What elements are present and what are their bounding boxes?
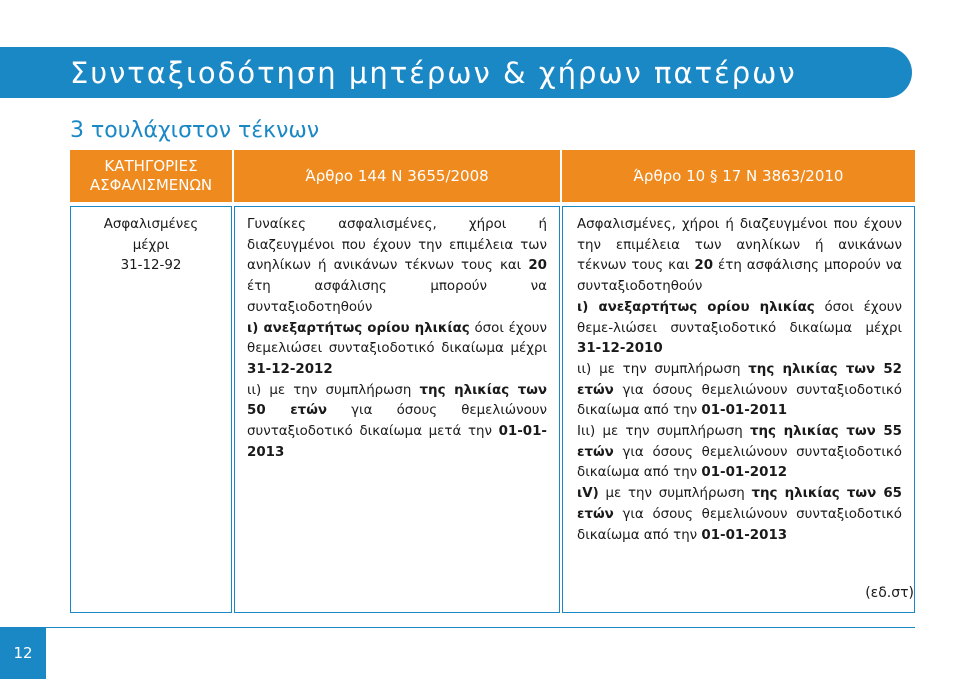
header-category-label: ΚΑΤΗΓΟΡΙΕΣ ΑΣΦΑΛΙΣΜΕΝΩΝ bbox=[89, 157, 213, 194]
category-cell bbox=[70, 206, 232, 613]
page-subtitle: 3 τουλάχιστον τέκνων bbox=[70, 118, 320, 143]
category-line-1: Ασφαλισμένες bbox=[103, 217, 199, 232]
page-title: Συνταξιοδότηση μητέρων & χήρων πατέρων bbox=[70, 56, 797, 90]
header-category bbox=[70, 150, 232, 202]
footer-divider bbox=[46, 627, 915, 628]
law-2010-item-3: Ιιι) με την συμπλήρωση της ηλικίας των 55 ετών για όσους θεμελιώνουν συνταξιοδοτικό δικαίωμα από την 01-01-2012 bbox=[577, 424, 902, 481]
page-number-label: 12 bbox=[13, 644, 33, 662]
law-2008-item-1: ι) ανεξαρτήτως ορίου ηλικίας όσοι έχουν θεμελιώσει συνταξιοδοτικό δικαίωμα μέχρι 31-12-2012 bbox=[247, 320, 547, 377]
category-line-3: 31-12-92 bbox=[120, 258, 182, 274]
law-2008-intro: Γυναίκες ασφαλισμένες, χήροι ή διαζευγμένοι που έχουν την επιμέλεια των ανηλίκων ή ανικάνων τέκνων τους και 20 έτη ασφάλισης μπορούν να συνταξιοδοτηθούν bbox=[247, 217, 547, 315]
header-law-2008-label: Άρθρο 144 Ν 3655/2008 bbox=[305, 166, 489, 185]
law-2010-cell bbox=[562, 206, 915, 613]
law-2010-item-1: ι) ανεξαρτήτως ορίου ηλικίας όσοι έχουν θεμε-λιώσει συνταξιοδοτικό δικαίωμα μέχρι 31-12-2010 bbox=[577, 299, 902, 357]
law-2010-item-4: ιV) με την συμπλήρωση της ηλικίας των 65 ετών για όσους θεμελιώνουν συνταξιοδοτικό δικαίωμα από την 01-01-2013 bbox=[577, 486, 902, 543]
header-law-2010 bbox=[562, 150, 915, 202]
header-law-2010-label: Άρθρο 10 § 17 Ν 3863/2010 bbox=[633, 166, 844, 185]
law-2008-item-2: ιι) με την συμπλήρωση της ηλικίας των 50 ετών για όσους θεμελιώνουν συνταξιοδοτικό δικαίωμα μετά την 01-01-2013 bbox=[247, 382, 547, 460]
pension-table bbox=[70, 150, 915, 613]
law-2008-cell bbox=[234, 206, 560, 613]
law-2010-note: (εδ.στ) bbox=[865, 585, 914, 602]
title-bar bbox=[0, 47, 912, 98]
law-2010-intro: Ασφαλισμένες, χήροι ή διαζευγμένοι που έχουν την επιμέλεια των ανηλίκων ή ανικάνων τέκνων τους και 20 έτη ασφάλισης μπορούν να συνταξιοδοτηθούν bbox=[577, 217, 902, 295]
law-2010-item-2: ιι) με την συμπλήρωση της ηλικίας των 52 ετών για όσους θεμελιώνουν συνταξιοδοτικό δικαίωμα από την 01-01-2011 bbox=[577, 361, 902, 419]
category-line-2: μέχρι bbox=[132, 237, 170, 253]
header-law-2008 bbox=[234, 150, 560, 202]
page-number bbox=[0, 627, 46, 679]
